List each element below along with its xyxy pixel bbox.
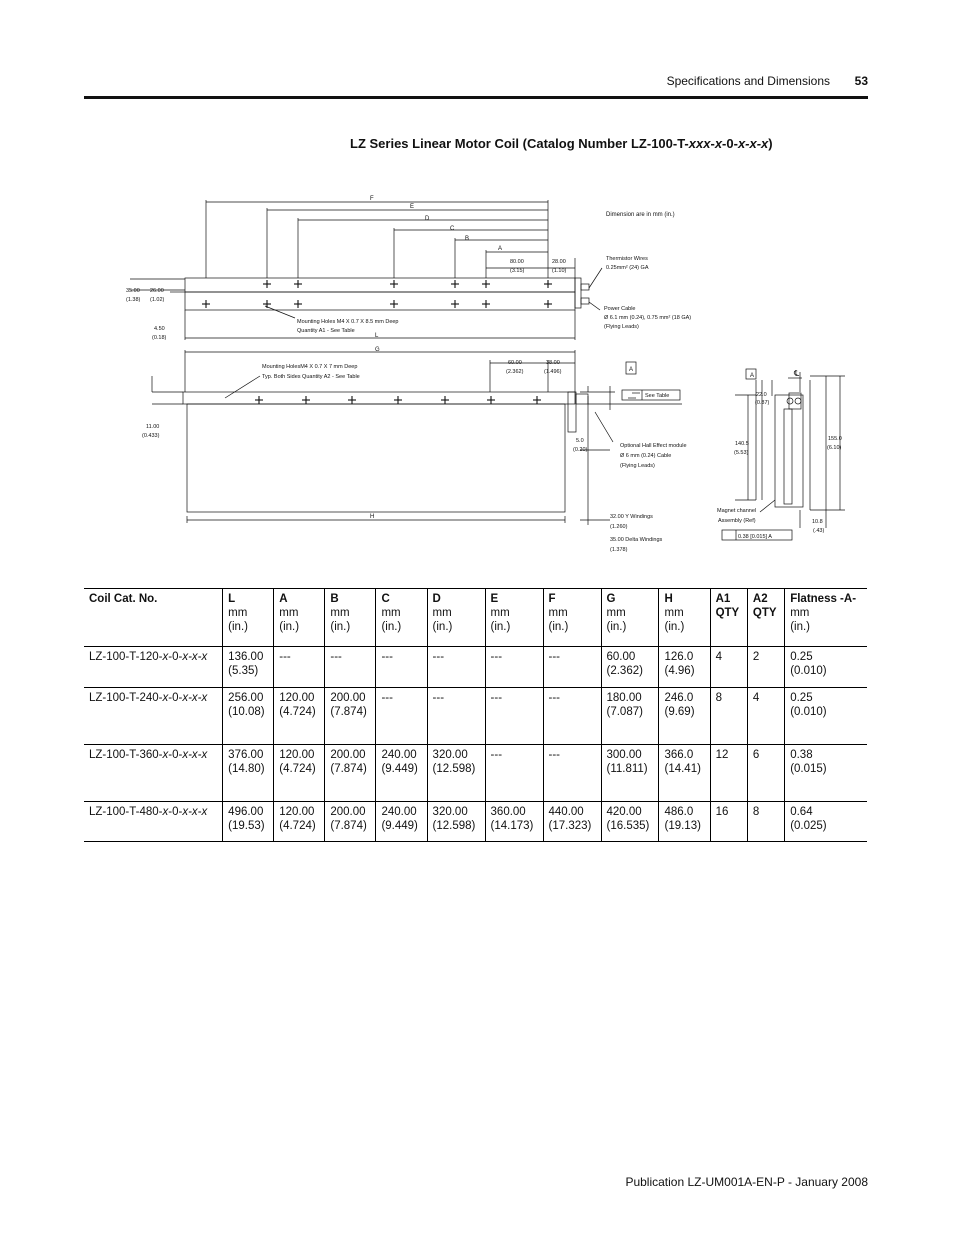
dim-D-letter: D [425,216,430,222]
catalog-number-part: x-x-x [182,749,208,761]
value-cell [223,647,274,688]
catalog-number-part: LZ-100-T-240- [89,692,163,704]
thermistor-label-2: 0.25mm² (24) GA [606,265,649,271]
table-row [84,745,867,802]
dim-26: 26.00 [150,288,164,294]
dim-80-in: (3.15) [510,268,525,274]
dim-26-in: (1.02) [150,297,165,303]
value-in: (19.13) [664,820,701,832]
value-mm: 12 [715,749,729,761]
value-cell [659,802,710,842]
dim-B-letter: B [465,236,470,242]
value-cell [223,802,274,842]
table-row [84,802,867,842]
value-cell [223,688,274,745]
value-cell [376,647,427,688]
value-mm: 200.00 [330,806,366,818]
value-cell [485,647,543,688]
value-cell [274,688,325,745]
datum-a-side: A [629,367,634,373]
value-in: (7.874) [330,820,367,832]
value-mm: 320.00 [432,749,468,761]
value-cell [543,647,601,688]
hall-module-label-3: (Flying Leads) [620,463,655,469]
column-header-unit: QTY [715,607,740,619]
value-in: (4.96) [664,665,695,677]
dim-22: 22.0 [756,392,767,398]
column-header-unit: mm [432,607,452,619]
value-mm: 4 [752,692,760,704]
column-header-main: A [279,593,288,605]
value-cell [659,745,710,802]
value-in: (10.08) [228,706,265,718]
dimension-drawing [110,180,850,560]
windings-label-2: (1.260) [610,524,628,530]
value-in: (0.010) [790,665,827,677]
catalog-number-part: x-x-x [182,692,208,704]
value-mm: --- [381,692,393,704]
value-mm: 0.25 [790,692,813,704]
column-header [710,589,747,647]
value-cell [710,802,747,842]
flatness-callout: 0.38 [0.015] A [738,534,772,540]
value-cell [427,688,485,745]
dim-10-8: 10.8 [812,519,823,525]
see-table-label: See Table [645,393,670,399]
column-header-unit: mm [606,607,626,619]
value-cell [659,647,710,688]
value-mm: 486.0 [664,806,694,818]
value-in: (11.811) [606,763,648,775]
title-mid-2: -0- [722,136,738,151]
magnet-channel-label-2: Assembly (Ref) [718,518,756,524]
catalog-number-cell [84,688,223,745]
title-italic-3: x-x-x [737,136,769,151]
value-cell [710,745,747,802]
value-mm: 120.00 [279,692,315,704]
column-header [427,589,485,647]
value-mm: 136.00 [228,651,264,663]
column-header-unit: mm [790,607,810,619]
hall-module-label-2: Ø 6 mm (0.24) Cable [620,453,672,459]
dim-H-letter: H [370,514,375,520]
dim-38-in: (1.496) [544,369,562,375]
value-mm: 0.64 [790,806,813,818]
column-header [325,589,376,647]
header-section-title: Specifications and Dimensions [666,74,830,88]
column-header-unit: mm [664,607,684,619]
value-in: (14.80) [228,763,265,775]
value-mm: --- [490,749,503,761]
page-number: 53 [854,74,868,88]
catalog-number-part: LZ-100-T-480- [89,806,163,818]
dim-38: 38.00 [546,360,560,366]
value-cell [274,745,325,802]
table-header-row [84,589,867,647]
windings-label-1: 32.00 Y Windings [610,514,653,520]
value-cell [601,688,659,745]
value-in: (9.449) [381,763,418,775]
value-mm: --- [548,692,561,704]
catalog-number-cell [84,745,223,802]
dim-11-in: (0.433) [142,433,160,439]
column-header-unit: (in.) [381,621,402,633]
catalog-number-part: x [162,651,169,663]
column-header [543,589,601,647]
value-cell [376,802,427,842]
value-mm: 0.25 [790,651,813,663]
value-cell [601,647,659,688]
column-header-main: A1 [715,593,731,605]
value-in: (12.598) [432,820,476,832]
dim-35: 35.00 [126,288,140,294]
value-mm: --- [490,651,503,663]
value-mm: --- [548,651,561,663]
value-mm: 120.00 [279,806,315,818]
dim-140-5-in: (5.53) [734,450,749,456]
dim-4-50: 4.50 [154,326,165,332]
column-header-main: E [490,593,499,605]
dim-60-in: (2.362) [506,369,524,375]
column-header-unit: (in.) [279,621,300,633]
value-cell [747,647,784,688]
value-mm: 360.00 [490,806,526,818]
title-suffix: ) [768,136,773,151]
thermistor-label-1: Thermistor Wires [606,256,648,262]
value-in: (14.173) [490,820,534,832]
dimension-table [84,588,867,842]
column-header-unit: mm [490,607,510,619]
end-view [722,372,845,540]
value-mm: 6 [752,749,760,761]
column-header-unit: mm [381,607,401,619]
column-header-unit: mm [330,607,350,619]
value-mm: 246.0 [664,692,694,704]
value-mm: 376.00 [228,749,264,761]
value-mm: 4 [715,651,722,663]
mounting-holes-label-2a: Mounting HolesM4 X 0.7 X 7 mm Deep [262,364,358,370]
value-mm: 180.00 [606,692,642,704]
windings-label-4: (1.378) [610,547,628,553]
publication-footer: Publication LZ-UM001A-EN-P - January 2008 [625,1175,868,1189]
dim-80: 80.00 [510,259,524,265]
value-cell [601,745,659,802]
catalog-number-part: -0- [168,749,183,761]
value-mm: 420.00 [606,806,642,818]
catalog-number-part: LZ-100-T-360- [89,749,163,761]
value-mm: 60.00 [606,651,636,663]
dim-140-5: 140.5 [735,441,749,447]
column-header [785,589,867,647]
column-header [747,589,784,647]
column-header [485,589,543,647]
power-cable-label-1: Power Cable [604,306,636,312]
power-cable-label-2: Ø 6.1 mm (0.24), 0.75 mm² (18 GA) [604,315,692,321]
value-mm: 256.00 [228,692,264,704]
column-header-main: G [606,593,616,605]
column-header-unit: (in.) [490,621,511,633]
column-header-main: D [432,593,441,605]
column-header [601,589,659,647]
column-header [274,589,325,647]
value-mm: 200.00 [330,692,366,704]
mounting-holes-label-1b: Quantity A1 - See Table [297,328,355,334]
value-cell [785,688,867,745]
value-cell [376,688,427,745]
value-cell [747,802,784,842]
dim-28: 28.00 [552,259,566,265]
catalog-number-part: x [162,749,169,761]
catalog-number-part: x-x-x [182,806,208,818]
table-row [84,647,867,688]
dim-4-50-in: (0.18) [152,335,167,341]
value-in: (4.724) [279,706,316,718]
value-in: (0.015) [790,763,827,775]
value-cell [485,688,543,745]
catalog-number-cell [84,802,223,842]
value-cell [427,745,485,802]
column-header [223,589,274,647]
dim-22-in: (0.87) [755,400,770,406]
title-mid-1: - [710,136,715,151]
value-cell [785,745,867,802]
catalog-number-part: -0- [168,651,183,663]
column-header-unit: (in.) [606,621,627,633]
catalog-number-part: LZ-100-T-120- [89,651,163,663]
dim-5-in: (0.20) [573,447,588,453]
title-prefix: LZ Series Linear Motor Coil (Catalog Number LZ-100-T- [350,136,689,151]
value-in: (0.025) [790,820,827,832]
value-mm: --- [432,692,445,704]
dim-11: 11.00 [146,424,160,430]
value-mm: 126.0 [664,651,694,663]
dim-F-letter: F [370,196,374,202]
column-header-unit: mm [548,607,568,619]
value-cell [785,647,867,688]
value-cell [710,688,747,745]
value-mm: 320.00 [432,806,468,818]
value-cell [485,802,543,842]
power-cable-label-3: (Flying Leads) [604,324,639,330]
dim-L-letter: L [375,333,379,339]
dimension-note: Dimension are in mm (in.) [606,212,675,218]
value-in: (12.598) [432,763,476,775]
value-cell [325,802,376,842]
value-mm: --- [548,749,561,761]
column-header-unit: (in.) [664,621,685,633]
dim-E-letter: E [410,204,415,210]
column-header [659,589,710,647]
value-cell [274,802,325,842]
value-mm: --- [330,651,342,663]
value-in: (5.35) [228,665,259,677]
catalog-number-part: -0- [168,692,183,704]
header-rule [84,96,868,99]
table-row [84,688,867,745]
column-header-unit: (in.) [228,621,248,633]
column-header-unit: mm [279,607,299,619]
dim-10-8-in: (.43) [813,528,825,534]
title-italic-1: xxx [688,136,711,151]
value-mm: 440.00 [548,806,584,818]
dim-G-letter: G [375,347,380,353]
magnet-channel-label-1: Magnet channel [717,508,757,514]
datum-a-end: A [750,373,755,379]
column-header-unit: QTY [752,607,777,619]
value-cell [543,688,601,745]
value-in: (17.323) [548,820,592,832]
dim-5: 5.0 [576,438,584,444]
catalog-number-part: x [162,806,169,818]
value-mm: 8 [752,806,760,818]
catalog-number-part: -0- [168,806,183,818]
dim-A-letter: A [498,246,503,252]
value-in: (7.087) [606,706,643,718]
column-header [84,589,223,647]
value-mm: 496.00 [228,806,264,818]
value-cell [601,802,659,842]
value-cell [325,647,376,688]
value-cell [747,745,784,802]
value-mm: 16 [715,806,729,818]
mounting-holes-label-1a: Mounting Holes M4 X 0.7 X 8.5 mm Deep [297,319,399,325]
side-view [152,350,682,525]
value-in: (4.724) [279,763,316,775]
catalog-number-part: x-x-x [182,651,208,663]
value-in: (0.010) [790,706,827,718]
value-mm: 300.00 [606,749,642,761]
figure-title [350,136,773,151]
value-in: (4.724) [279,820,316,832]
value-cell [274,647,325,688]
value-cell [747,688,784,745]
value-cell [543,745,601,802]
column-header-main: L [228,593,236,605]
value-in: (9.449) [381,820,418,832]
dim-35-in: (1.38) [126,297,141,303]
value-cell [376,745,427,802]
value-mm: 0.38 [790,749,813,761]
column-header-main: H [664,593,673,605]
value-in: (16.535) [606,820,650,832]
value-cell [710,647,747,688]
value-in: (19.53) [228,820,265,832]
title-italic-2: x [714,136,723,151]
dim-155: 155.0 [828,436,842,442]
column-header-main: Coil Cat. No. [89,593,158,605]
value-mm: --- [279,651,291,663]
column-header-main: A2 [752,593,768,605]
value-cell [427,802,485,842]
value-mm: --- [381,651,393,663]
column-header-unit: (in.) [432,621,453,633]
value-in: (7.874) [330,706,367,718]
catalog-number-cell [84,647,223,688]
column-header-main: Flatness -A- [790,593,857,605]
value-cell [223,745,274,802]
value-mm: 240.00 [381,806,417,818]
value-in: (9.69) [664,706,695,718]
value-cell [543,802,601,842]
dim-60: 60.00 [508,360,522,366]
value-mm: 366.0 [664,749,694,761]
column-header-main: C [381,593,390,605]
value-mm: 240.00 [381,749,417,761]
value-mm: --- [432,651,445,663]
value-mm: --- [490,692,503,704]
catalog-number-part: x [162,692,169,704]
value-in: (7.874) [330,763,367,775]
centerline-symbol: ℄ [794,369,800,378]
value-mm: 2 [752,651,760,663]
value-cell [659,688,710,745]
windings-label-3: 35.00 Delta Windings [610,537,663,543]
column-header-unit: (in.) [548,621,569,633]
value-mm: 8 [715,692,722,704]
value-mm: 120.00 [279,749,315,761]
value-cell [325,688,376,745]
column-header-unit: mm [228,607,248,619]
hall-module-label-1: Optional Hall Effect module [620,443,687,449]
dim-C-letter: C [450,226,455,232]
value-in: (2.362) [606,665,643,677]
column-header-main: F [548,593,556,605]
dim-28-in: (1.10) [552,268,567,274]
column-header-unit: (in.) [330,621,351,633]
value-mm: 200.00 [330,749,366,761]
mounting-holes-label-2b: Typ. Both Sides Quantity A2 - See Table [262,374,360,380]
column-header [376,589,427,647]
value-cell [785,802,867,842]
value-in: (14.41) [664,763,701,775]
column-header-main: B [330,593,339,605]
value-cell [427,647,485,688]
dim-155-in: (6.10) [827,445,842,451]
value-cell [485,745,543,802]
value-cell [325,745,376,802]
column-header-unit: (in.) [790,621,811,633]
